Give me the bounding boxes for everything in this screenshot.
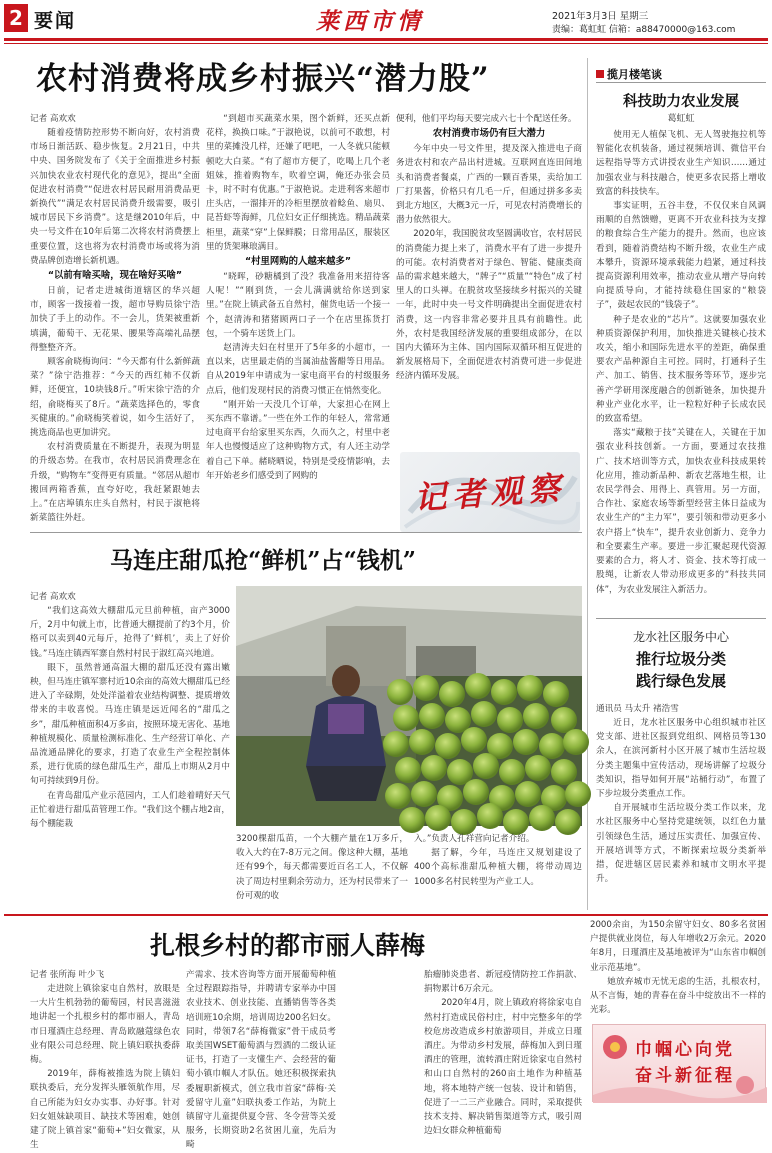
bottom-byline: 记者 张所海 叶少飞 bbox=[30, 970, 105, 980]
melon-photo bbox=[236, 586, 582, 826]
lead-column-3 bbox=[396, 112, 582, 442]
sidebar-bottom-paragraph: 近日，龙水社区服务中心组织城市社区党支部、进社区报到党组织、网格员等130余人，在滨河新村小区开展了城市生活垃圾分类主题集中宣传活动，现场讲解了垃圾分类知识，指导如何开展“站桶行动”，布置了下步垃圾分类重点工作。 bbox=[596, 718, 766, 800]
paper-name-logo: 莱西市情 bbox=[316, 8, 424, 35]
sidebar-bottom-paragraph: 自开展城市生活垃圾分类工作以来，龙水社区服务中心坚持党建统领，以红色力量引领绿色生活，通过压实责任、加强宣传、开展培训等方式，不断探索垃圾分类新举措，促进辖区居民素养和城市文明水平提升。 bbox=[596, 803, 766, 885]
melon-cluster bbox=[386, 672, 582, 826]
lead-paragraph: 日前，记者走进城街道辖区的华兴超市，顾客一拨接着一拨，超市导购员徐宁浩加快了手上的动作。不一会儿，货架被重新填满，葡萄干、无花果、腰果等高端礼品摆得整整齐齐。 bbox=[30, 286, 200, 353]
stamp-text: 记者观察 bbox=[412, 468, 568, 518]
sidebar-kicker: 龙水社区服务中心 bbox=[632, 630, 729, 644]
melon-paragraph: 3200棵甜瓜苗，一个大棚产量在1万多斤，收入大约在7-8万元之间。像这种大棚，基地还有99个，每天都需要近百名工人，不仅解决了周边村里剩余劳动力，还为村民带来了一份可观的收 bbox=[236, 834, 408, 901]
lead-paragraph: 顾客俞晓梅询问：“今天都有什么新鲜蔬菜？”徐宁浩推荐：“今天的西红柿不仅新鲜，还便宜，10块钱8斤。”听宋徐宁浩的介绍，俞晓梅买了8斤。“蔬菜选择色的，零食买健康的。”俞晓梅笑着说，如今生活好了，挑选商品也更加讲究。 bbox=[30, 357, 200, 439]
lead-column-2 bbox=[206, 112, 390, 527]
melon-article-divider bbox=[30, 532, 582, 533]
sidebar-headline: 科技助力农业发展 bbox=[623, 93, 739, 110]
melon-cluster-graphic bbox=[386, 672, 582, 826]
page-number: 2 bbox=[9, 6, 23, 30]
melon-headline: 马连庄甜瓜抢“鲜机”占“钱机” bbox=[110, 547, 416, 574]
lead-headline: 农村消费将成乡村振兴“潜力股” bbox=[36, 61, 490, 97]
masthead-rule bbox=[4, 38, 768, 41]
bottom-column-3 bbox=[424, 968, 582, 1137]
lead-subhead-2: “村里网购的人越来越多” bbox=[244, 256, 352, 268]
sidebar-top-body bbox=[596, 128, 766, 608]
sidebar-paragraph: 种子是农业的“芯片”。这就要加强农业种质资源保护利用，加快推进关键核心技术攻关，缩小和国际先进水平的差距，确保重要农产品种源自主可控。同时，打通科子生产、加工、销售、技术服务等环节，逐步完善产学研用深度融合的创新链条，加快提升种业产业化水平，让一粒粒好种子长成农民的致富希望。 bbox=[596, 314, 766, 425]
editor-line: 责编：葛虹虹 信箱：a88470000@163.com bbox=[552, 25, 736, 35]
page-number-badge bbox=[4, 4, 28, 32]
sidebar-bottom-headline-2: 践行绿色发展 bbox=[635, 672, 726, 690]
sidebar-paragraph: 使用无人植保飞机、无人驾驶拖拉机等智能化农机装备，通过视频培训、微信平台远程指导等方式讲授农业生产知识……通过加强农业与科技融合，使更多农民搭上增收致富的科技快车。 bbox=[596, 130, 766, 197]
sidebar-separator bbox=[596, 618, 766, 619]
bottom-paragraph: 产需求、技术咨询等方面开展葡萄种植全过程跟踪指导，并聘请专家举办中国农业技术、创业技能、直播销售等各类培训班10余期，培训周边200名妇女。同时，带领7名“薛梅微家”骨干成员考取美国WSET葡萄酒与烈酒的二级认证证书，打造了一支懂生产、会经营的葡萄小镇巾帼人才队伍。她还积极探索执委履职新模式，创立我市首家“薛梅·关爱留守儿童”妇联执委工作站，为院上镇留守儿童提供夏令营、冬令营等关爱服务，长期资助2名贫困儿童，先后为畸 bbox=[186, 970, 336, 1151]
bottom-paragraph: 2019年，薛梅被推选为院上镇妇联执委后，充分发挥头雁领航作用，尽自己所能为妇女办实事、办好事。针对妇女姐妹缺项目、缺技术等困难，她创建了院上镇首家“葡萄+”妇女微家，从生 bbox=[30, 1069, 180, 1151]
bottom-column-4 bbox=[590, 918, 766, 1018]
bottom-article-rule bbox=[4, 914, 768, 916]
sidebar-bottom-byline: 通讯员 马太升 褚浩雪 bbox=[596, 704, 679, 714]
sidebar-paragraph: 事实证明，五谷丰登，不仅仅来自风调雨顺的自然馈赠，更离不开农业科技为支撑的粮食综合生产能力的提升。然而，也应该看到，随着消费结构不断升级，农业生产成本攀升，资源环境承载能力趋紧，通过科技提高资源利用效率，推动农业从增产导向转向提质导向，才能持续稳住国家的“粮袋子”，鼓起农民的“钱袋子”。 bbox=[596, 201, 766, 311]
lead-paragraph: 农村消费质量在不断提升，表现为明显的升级态势。在我市，农村居民消费理念在升级，“购物车”变得更有质量。“邻居从超市搬回两箱香蕉，直夸好吃，我赶紧跟她去上。”在店埠镇东庄头自然村，村民于淑艳将新菜篮往外赶。 bbox=[30, 442, 200, 524]
lead-paragraph: “到超市买蔬菜水果，图个新鲜，还买点新花样，换换口味。”于淑艳说，以前可不敢想，村里的菜摊没几样，还嫌了吧吧，一人冬就只能顿顿吃大白菜。“有了超市方便了，吃喝上几个老姐妹，推着购物车，吹着空调，俺还办张会员卡，时不时有优惠。”于淑艳说。走进利客来超市庄头店，一溜排开的冷柜里摆放着鲶鱼、扇贝、昆苔虾等海鲜，几位妇女正仔细挑选。精品蔬菜柜里，蔬菜“穿”上保鲜膜；日常用品区，服装区里的货架琳琅满目。 bbox=[206, 114, 390, 252]
date-line: 2021年3月3日 星期三 bbox=[552, 11, 649, 22]
lead-paragraph: 2020年，我国脱贫攻坚圆满收官，农村居民的消费能力提上来了，消费水平有了进一步提升的可能。农村消费者对于绿色、智能、健康类商品的需求越来越大，“牌子”“质量”“特色”成了村里人的口头禅。在脱贫攻坚接续乡村振兴的关键一年，此时中央一号文件明确提出全面促进农村消费，这一内容非常必要并且具有前瞻性。此外，农村是我国经济发展的重要组成部分，在以国内大循环为主体、国内国际双循环相互促进的新发展格局下，全面促进农村消费可进一步促进经济内循环发展。 bbox=[396, 229, 582, 382]
bottom-paragraph: 胎瘤肺炎患者、新冠疫情防控工作捐款、捐物累计6万余元。 bbox=[424, 970, 582, 995]
bottom-paragraph: 2020年4月，院上镇政府将徐家屯自然村打造成民俗村庄，村中完整多年的学校危房改造成乡村旅游项目，并成立日瑾酒庄。为带动乡村发展，薛梅加入到日瑾酒庄的管理，流转酒庄附近徐家屯自然村和山口自然村的260亩土地作为种植基地，将本地特产统一包装、设计和销售，促进了一二三产业融合。同时，采取提供技术支持、解决销售渠道等方式，吸引周边妇女群众种植葡萄 bbox=[424, 998, 582, 1137]
melon-paragraph: 入。”负责人孔祥营向记者介绍。 bbox=[414, 834, 535, 844]
melon-column-3 bbox=[414, 832, 582, 912]
melon-byline: 记者 高欢欢 bbox=[30, 592, 76, 602]
lead-byline: 记者 高欢欢 bbox=[30, 114, 76, 124]
lead-paragraph: “刚开始一天没几个订单，大家担心在网上买东西不靠谱。”一些在外工作的年轻人，常常通过电商平台给家里买东西，久而久之，村里中老年人也慢慢适应了这种购物方式，有人还主动学着自己下单。赭晓晒说，特别是受疫情影响，去年开始老乡们感受到了网购的 bbox=[206, 399, 390, 481]
column-tag-marker bbox=[596, 70, 604, 78]
bottom-headline: 扎根乡村的都市丽人薛梅 bbox=[150, 931, 426, 960]
banner-line-1: 巾帼心向党 bbox=[635, 1040, 735, 1060]
lead-paragraph: 今年中央一号文件里，提及深入推进电子商务进农村和农产品出村进城。互联网直连田间地头和消费者餐桌，广西的一颗百香果，卖给加工厂打果酱，价格只有几毛一斤，但通过拼多多卖到北方地区，大概3元一斤，可见农村消费增长的潜力依然很大。 bbox=[396, 144, 582, 226]
sidebar-bottom-body bbox=[596, 702, 766, 907]
sidebar-bottom-headline-1: 推行垃圾分类 bbox=[635, 650, 726, 668]
masthead-rule-thin bbox=[4, 43, 768, 44]
lead-paragraph: 赵清涛夫妇在村里开了5年多的小超市，一直以来，店里最走俏的当属油盐酱醋等日用品。自从2019年申请成为一家电商平台的村级服务点后，他们发现村民的消费习惯正在悄然变化。 bbox=[206, 343, 390, 396]
melon-paragraph: 眼下，虽然普通高温大棚的甜瓜还没有露出嫩秧，但马连庄镇军寨村近10余亩的高效大棚甜瓜已经进入了辛碌期，处处洋溢着农业结构调整、提质增效带来的丰收喜悦。马连庄镇是远近闻名的“甜瓜之乡”，甜瓜种植面积4万多亩，按照环境无害化、基地种植规模化、质量检测标准化、生产经营订单化、产品流通品牌化的要求，打造了农业生产全程控制体系，进行优质的绿色甜瓜生产，甜瓜上市期从2月中旬可持续到9月份。 bbox=[30, 662, 230, 787]
melon-paragraph: 在青岛甜瓜产业示范园内，工人们趁着晴好天气正忙着进行甜瓜苗管理工作。“我们这个棚占地2亩，每个棚能栽 bbox=[30, 790, 230, 830]
column-tag bbox=[596, 66, 662, 82]
lead-paragraph: “晓晖，砂糖橘到了没？我准备用来招待客人呢！”“刚到货，一会儿满满就给你送到家里。”在院上镇武备五自然村，催货电话一个接一个，赵清涛和猪猪顾两口子一个在店里拣货打包，一个骑车送货上门。 bbox=[206, 272, 390, 339]
bottom-column-2 bbox=[186, 968, 336, 1151]
bottom-paragraph: 她放弃城市无忧无虑的生活，扎根农村，从不言悔，她的青春在奋斗中绽放出不一样的光彩。 bbox=[590, 976, 766, 1016]
banner-line-2: 奋斗新征程 bbox=[635, 1066, 735, 1086]
lead-subhead-1: “以前有啥买啥，现在啥好买啥” bbox=[47, 270, 183, 282]
bottom-paragraph: 走进院上镇徐家屯自然村，放眼是一大片生机勃勃的葡萄园，村民喜滋滋地讲起一个扎根乡村的都市丽人，青岛市日瑾酒庄总经理、青岛欧融蔻绿色农业有限公司总经理、院上镇妇联执委薛梅。 bbox=[30, 984, 180, 1066]
melon-paragraph: “我们这高效大棚甜瓜元旦前种植，亩产3000斤，2月中旬就上市，比普通大棚提前了约3个月，价格可以卖到40元每斤，抢得了‘鲜机’，卖上了好价钱。”马连庄镇西军寨自然村村民于淑红高兴地道。 bbox=[30, 606, 230, 659]
bottom-column-1 bbox=[30, 968, 180, 1151]
reporter-observation-stamp bbox=[400, 452, 580, 532]
lead-column-1 bbox=[30, 112, 200, 527]
section-label: 要闻 bbox=[34, 10, 77, 32]
women-banner bbox=[592, 1024, 766, 1102]
column-tag-label: 揽月楼笔谈 bbox=[607, 68, 662, 81]
melon-column-1 bbox=[30, 590, 230, 912]
sidebar-paragraph: 落实“藏粮于技”关键在人，关键在于加强农业科技创新。一方面，要通过农技推广、技术培训等方式，加快农业科技成果转化应用，推动新品种、新农艺落地生根，让农民学得会、用得上、真管用。另一方面，合作社、家庭农场等新型经营主体日益成为农业生产的“主力军”，要引领和带动更多小农户搭上“快车”，提升农业创新力、竞争力和全要素生产率。要进一步汇聚起现代资源要素的合力，将人才、资金、技术等打成一股绳，让新农人带动形成更多的“科技共同体”，为农业发展注入新活力。 bbox=[596, 428, 766, 595]
melon-paragraph: 据了解，今年，马连庄又规划建设了400个高标准甜瓜种植大棚，将带动周边1000多名村民转型为产业工人。 bbox=[414, 848, 582, 887]
lead-subhead-3: 农村消费市场仍有巨大潜力 bbox=[432, 128, 546, 140]
column-divider bbox=[587, 58, 588, 910]
lead-paragraph: 便利，他们平均每天要完成六七十个配送任务。 bbox=[396, 114, 577, 124]
sidebar-top-rule bbox=[596, 82, 766, 83]
bottom-paragraph: 2000余亩，为150余留守妇女、80多名贫困户提供就业岗位，每人年增收2万余元。2020年8月，日瑾酒庄及基地被评为“山东省巾帼创业示范基地”。 bbox=[590, 920, 766, 973]
sidebar-author: 葛虹虹 bbox=[667, 114, 695, 124]
melon-column-2 bbox=[236, 832, 408, 912]
lead-paragraph: 随着疫情防控形势不断向好，农村消费市场日渐活跃、稳步恢复。2月21日，中共中央、国务院发布了《关于全面推进乡村振兴加快农业农村现代化的意见》，提出“全面促进农村消费”“促进农村居民耐用消费品更新换代”“满足农村居民消费升级需要，吸引城市居民下乡消费”。这是继2010年后，中央一号文件在10年后第二次将农村消费摆上重要位置，这也将为农村消费市场或将为消费品牌创造增长新机遇。 bbox=[30, 128, 200, 266]
